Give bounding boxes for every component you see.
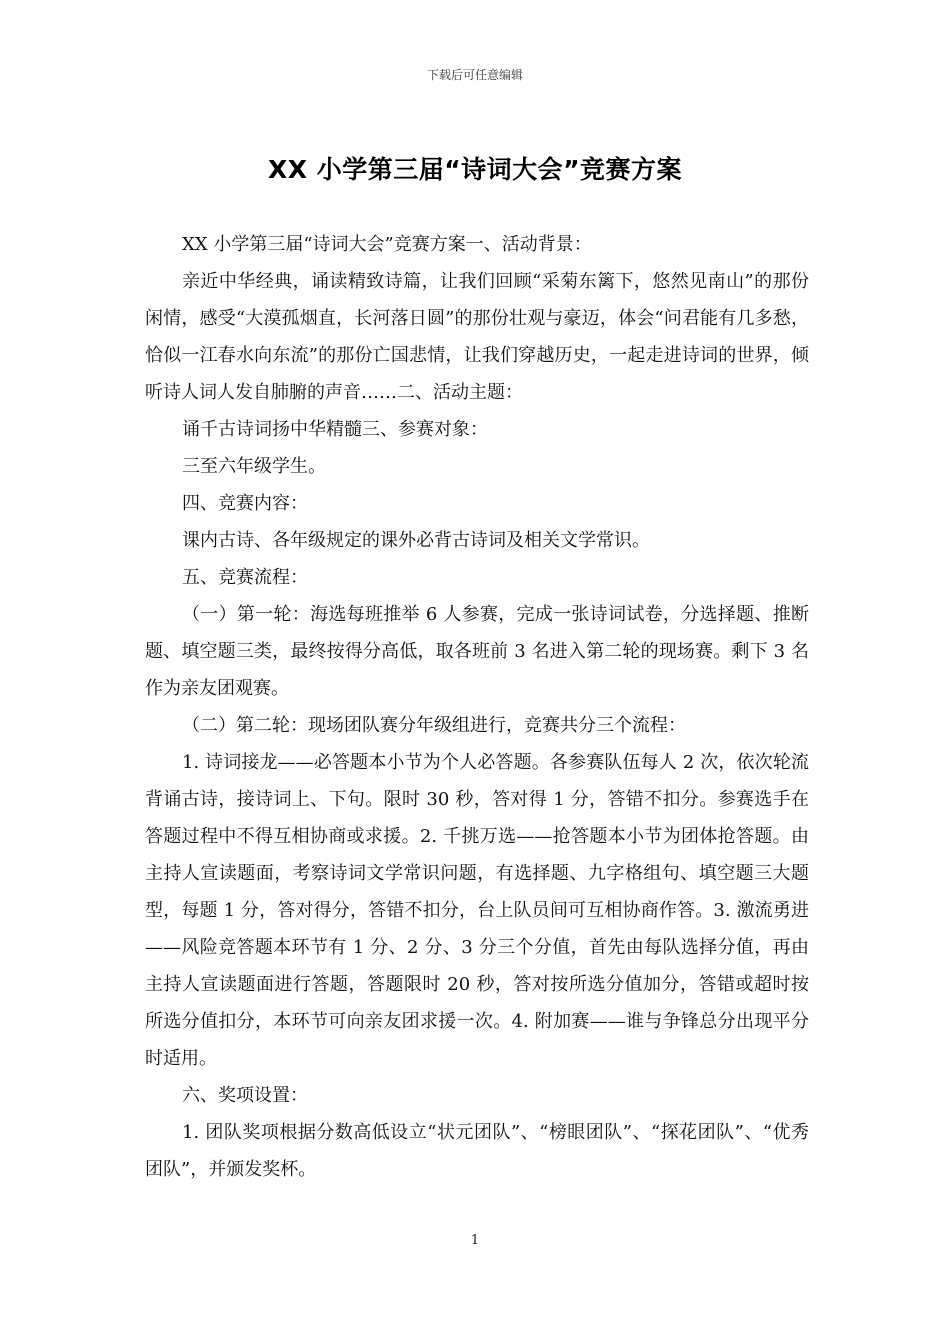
paragraph-round-two-details: 1. 诗词接龙——必答题本小节为个人必答题。各参赛队伍每人 2 次，依次轮流背诵古诗，接诗词上、下句。限时 30 秒，答对得 1 分，答错不扣分。参赛选手在答题过程中不得互相协商或求援。2. 千挑万选——抢答题本小节为团体抢答题。由主持人宣读题面，考察诗词文学常识问题，有选择题、九字格组句、填空题三大题型，每题 1 分，答对得分，答错不扣分，台上队员间可互相协商作答。3. 激流勇进——风险竞答题本环节有 1 分、2 分、3 分三个分值，首先由每队选择分值，再由主持人宣读题面进行答题，答题限时 20 秒，答对按所选分值加分，答错或超时按所选分值扣分，本环节可向亲友团求援一次。4. 附加赛——谁与争锋总分出现平分时适用。 xyxy=(145,752,809,1069)
paragraph-round-two: （二）第二轮：现场团队赛分年级组进行，竞赛共分三个流程： xyxy=(182,715,686,736)
paragraph-content: 课内古诗、各年级规定的课外必背古诗词及相关文学常识。 xyxy=(182,530,650,551)
paragraph-theme: 诵千古诗词扬中华精髓三、参赛对象： xyxy=(182,419,488,440)
page-number: 1 xyxy=(470,1233,480,1248)
document-body xyxy=(145,226,809,1188)
section-heading-content: 四、竞赛内容： xyxy=(182,493,308,514)
section-heading-process: 五、竞赛流程： xyxy=(182,567,308,588)
header-note: 下载后可任意编辑 xyxy=(426,68,523,82)
paragraph-participants: 三至六年级学生。 xyxy=(182,456,326,477)
paragraph-background: 亲近中华经典，诵读精致诗篇，让我们回顾“采菊东篱下，悠然见南山”的那份闲情，感受“大漠孤烟直，长河落日圆”的那份壮观与豪迈，体会“问君能有几多愁，恰似一江春水向东流”的那份亡国悲情，让我们穿越历史，一起走进诗词的世界，倾听诗人词人发自肺腑的声音……二、活动主题： xyxy=(145,271,809,403)
paragraph-intro: XX 小学第三届“诗词大会”竞赛方案一、活动背景： xyxy=(182,234,592,255)
paragraph-team-awards: 1. 团队奖项根据分数高低设立“状元团队”、“榜眼团队”、“探花团队”、“优秀团队”，并颁发奖杯。 xyxy=(145,1122,809,1180)
document-title: XX 小学第三届“诗词大会”竞赛方案 xyxy=(267,155,683,184)
section-heading-awards: 六、奖项设置： xyxy=(182,1085,308,1106)
paragraph-round-one: （一）第一轮：海选每班推举 6 人参赛，完成一张诗词试卷，分选择题、推断题、填空题三类，最终按得分高低，取各班前 3 名进入第二轮的现场赛。剩下 3 名作为亲友团观赛。 xyxy=(145,604,809,699)
